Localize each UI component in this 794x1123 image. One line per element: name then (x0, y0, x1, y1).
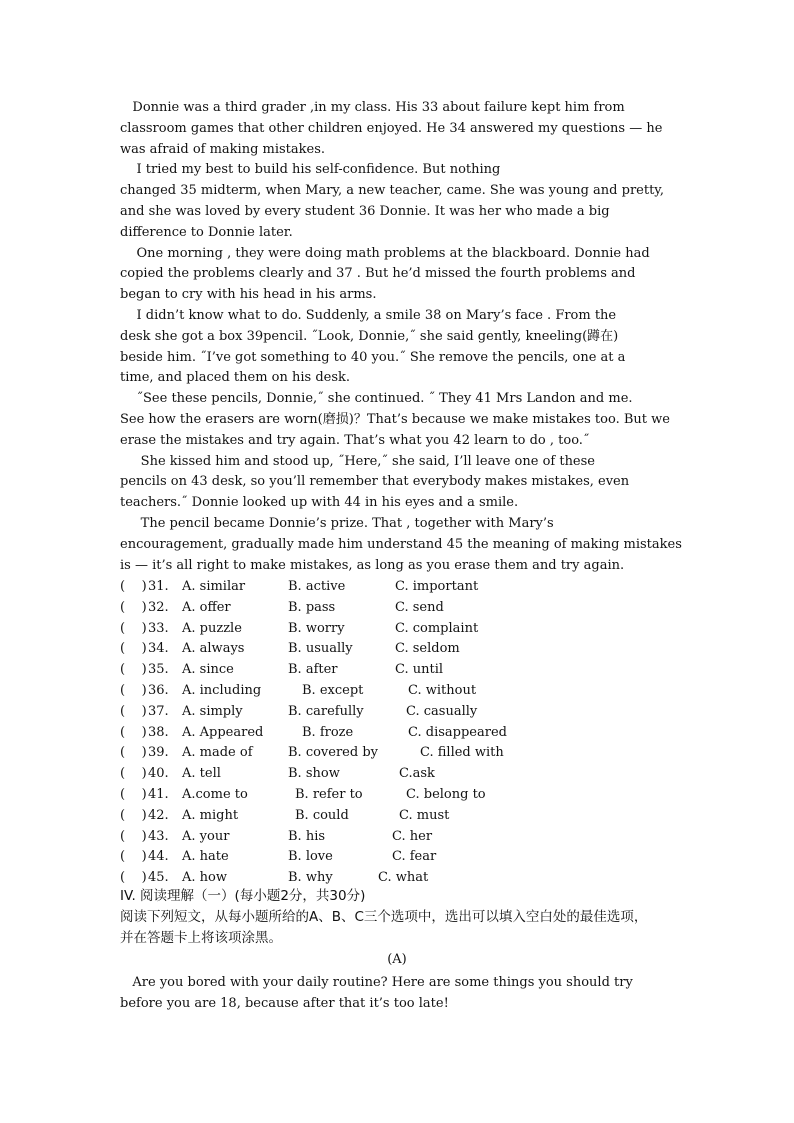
question-number: 31. (148, 579, 169, 594)
passage-line: desk she got a box 39pencil. ˝Look, Donnie,˝ she said gently, kneeling(蹲在) (120, 328, 619, 344)
question-row (120, 827, 680, 848)
option-a: A. similar (182, 579, 246, 594)
option-a: A. simply (182, 703, 243, 719)
answer-blank: ( ) (120, 766, 147, 782)
option-b: B. refer to (295, 786, 363, 802)
passage-line: changed 35 midterm, when Mary, a new teacher, came. She was young and pretty, (120, 183, 665, 199)
question-row (120, 743, 680, 764)
option-b: B. covered by (288, 745, 378, 761)
option-b: B. active (288, 579, 346, 594)
question-row (120, 681, 680, 702)
option-a: A. offer (182, 599, 231, 615)
question-number: 38. (148, 724, 169, 740)
option-a: A. might (182, 807, 239, 823)
question-row (120, 639, 680, 660)
question-number: 32. (148, 599, 169, 615)
option-b: B. worry (288, 620, 345, 636)
question-number: 39. (148, 745, 169, 761)
passage-line: I tried my best to build his self-confidence. But nothing (120, 162, 501, 178)
passage-line: beside him. ˝I’ve got something to 40 you.˝ She remove the pencils, one at a (120, 349, 626, 365)
option-a: A. Appeared (182, 724, 264, 740)
option-b: B. carefully (288, 703, 364, 719)
option-b: B. froze (302, 724, 354, 740)
option-c: C. fear (392, 849, 437, 865)
passage-line: Donnie was a third grader ,in my class. His 33 about failure kept him from (120, 100, 625, 115)
reading-section-header (120, 886, 680, 948)
question-number: 45. (148, 870, 169, 886)
option-a: A. your (182, 828, 230, 844)
option-a: A. tell (182, 766, 221, 782)
question-row (120, 764, 680, 785)
passage-line: ˝See these pencils, Donnie,˝ she continued. ˝ They 41 Mrs Landon and me. (120, 391, 633, 407)
answer-blank: ( ) (120, 849, 147, 865)
question-row (120, 785, 680, 806)
question-number: 36. (148, 682, 169, 698)
answer-blank: ( ) (120, 682, 147, 698)
answer-blank: ( ) (120, 786, 147, 802)
question-number: 40. (148, 766, 169, 782)
passage-line: teachers.˝ Donnie looked up with 44 in his eyes and a smile. (120, 495, 519, 511)
question-row (120, 723, 680, 744)
answer-blank: ( ) (120, 807, 147, 823)
question-number: 43. (148, 828, 169, 844)
question-number: 34. (148, 641, 169, 657)
section-heading: IV. 阅读理解（一）(每小题2分，共30分) (120, 888, 366, 904)
option-b: B. could (295, 807, 349, 823)
answer-blank: ( ) (120, 870, 147, 886)
section-instruction: 阅读下列短文，从每小题所给的A、B、C三个选项中，选出可以填入空白处的最佳选项， (120, 908, 648, 925)
passage-line: difference to Donnie later. (120, 224, 293, 240)
option-b: B. why (288, 870, 333, 886)
option-a: A. always (182, 641, 245, 657)
option-a: A. hate (182, 849, 229, 865)
answer-blank: ( ) (120, 745, 147, 761)
question-number: 37. (148, 703, 169, 719)
question-number: 35. (148, 662, 169, 678)
question-number: 42. (148, 807, 169, 823)
option-b: B. his (288, 828, 326, 844)
passage-line: copied the problems clearly and 37 . But he’d missed the fourth problems and (120, 266, 636, 282)
option-c: C. seldom (395, 641, 460, 657)
cloze-passage (120, 98, 680, 576)
question-number: 44. (148, 849, 169, 865)
option-a: A. how (182, 870, 227, 886)
passage-line: is — it’s all right to make mistakes, as long as you erase them and try again. (120, 557, 625, 573)
answer-blank: ( ) (120, 620, 147, 636)
passage-line: and she was loved by every student 36 Donnie. It was her who made a big (120, 203, 610, 219)
option-b: B. usually (288, 641, 353, 657)
passage-line: One morning , they were doing math problems at the blackboard. Donnie had (120, 245, 650, 261)
option-c: C. must (399, 807, 450, 823)
option-c: C. filled with (420, 745, 504, 761)
passage-line: pencils on 43 desk, so you’ll remember that everybody makes mistakes, even (120, 474, 630, 490)
answer-blank: ( ) (120, 579, 147, 594)
option-b: B. except (302, 682, 364, 698)
option-b: B. show (288, 766, 340, 782)
option-c: C. casually (406, 703, 478, 719)
passage-line: Are you bored with your daily routine? Here are some things you should try (120, 975, 633, 990)
answer-blank: ( ) (120, 662, 147, 678)
option-b: B. love (288, 849, 333, 865)
passage-line: classroom games that other children enjoyed. He 34 answered my questions — he (120, 120, 663, 136)
question-row (120, 702, 680, 723)
passage-line: The pencil became Donnie’s prize. That , together with Mary’s (120, 515, 554, 531)
option-c: C.ask (399, 766, 435, 782)
question-row (120, 847, 680, 868)
question-number: 33. (148, 620, 169, 636)
passage-label: (A) (387, 952, 407, 967)
question-row (120, 598, 680, 619)
option-a: A. including (182, 682, 262, 698)
question-number: 41. (148, 786, 169, 802)
passage-line: began to cry with his head in his arms. (120, 287, 377, 303)
option-c: C. until (395, 662, 444, 678)
reading-passage-a (120, 973, 680, 1015)
passage-line: before you are 18, because after that it’s too late! (120, 995, 449, 1011)
question-row (120, 660, 680, 681)
answer-blank: ( ) (120, 724, 147, 740)
passage-line: time, and placed them on his desk. (120, 370, 351, 386)
passage-line: was afraid of making mistakes. (120, 141, 326, 157)
option-c: C. without (408, 682, 477, 698)
passage-line: She kissed him and stood up, ˝Here,˝ she said, I’ll leave one of these (120, 453, 595, 469)
answer-blank: ( ) (120, 703, 147, 719)
option-c: C. send (395, 599, 444, 615)
option-c: C. complaint (395, 620, 479, 636)
passage-line: encouragement, gradually made him understand 45 the meaning of making mistakes (120, 536, 682, 552)
answer-blank: ( ) (120, 828, 147, 844)
section-instruction: 并在答题卡上将该项涂黑。 (120, 929, 282, 946)
option-b: B. after (288, 662, 338, 678)
option-c: C. disappeared (408, 724, 507, 740)
answer-blank: ( ) (120, 641, 147, 657)
option-c: C. important (395, 579, 479, 594)
option-a: A. made of (182, 745, 253, 761)
passage-line: erase the mistakes and try again. That’s what you 42 learn to do , too.˝ (120, 432, 590, 448)
option-c: C. her (392, 828, 433, 844)
passage-line: I didn’t know what to do. Suddenly, a smile 38 on Mary’s face . From the (120, 307, 617, 323)
option-b: B. pass (288, 599, 336, 615)
option-c: C. what (378, 870, 429, 886)
question-list (120, 577, 680, 889)
answer-blank: ( ) (120, 599, 147, 615)
option-c: C. belong to (406, 786, 486, 802)
question-row (120, 806, 680, 827)
option-a: A. since (182, 662, 234, 678)
passage-line: See how the erasers are worn(磨损)？That’s because we make mistakes too. But we (120, 411, 670, 427)
option-a: A.come to (182, 786, 248, 802)
question-row (120, 619, 680, 640)
question-row (120, 577, 680, 598)
option-a: A. puzzle (182, 620, 242, 636)
